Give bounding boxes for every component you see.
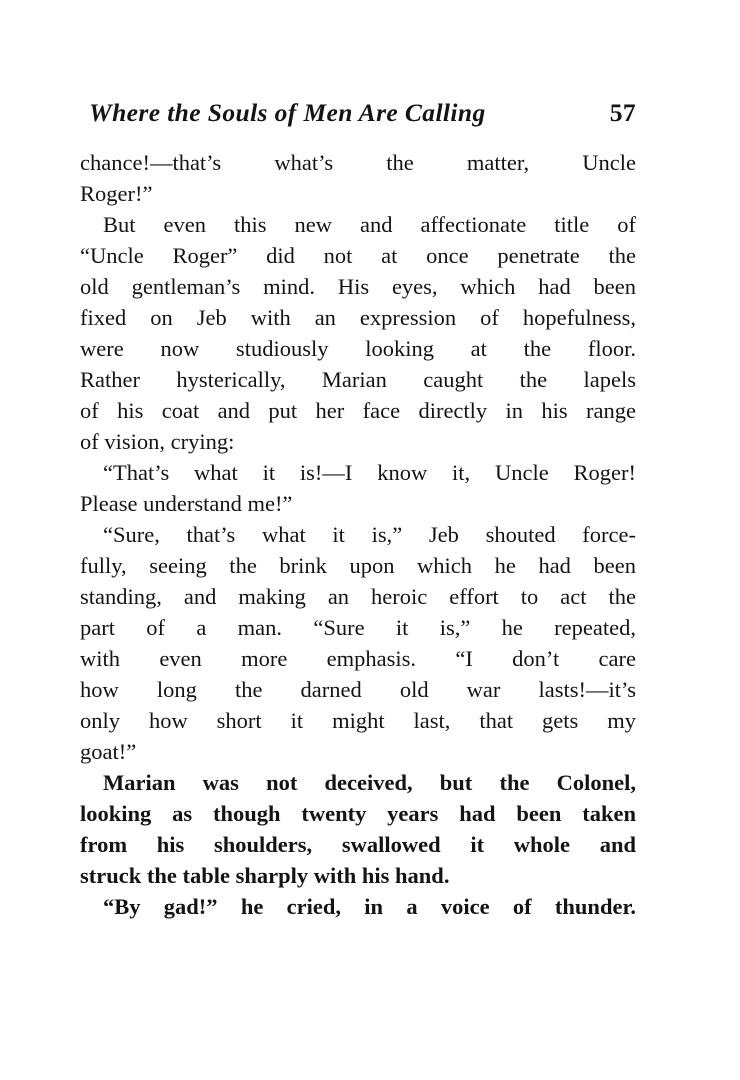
- text-line: only how short it might last, that gets my: [80, 708, 636, 733]
- text-line: “Uncle Roger” did not at once penetrate the: [80, 243, 636, 268]
- running-head: [80, 98, 636, 138]
- text-line: with even more emphasis. “I don’t care: [80, 646, 636, 671]
- page-number: 57: [609, 98, 636, 127]
- text-line: “Sure, that’s what it is,” Jeb shouted force-: [103, 522, 636, 547]
- body-text: [80, 147, 636, 922]
- text-line: standing, and making an heroic effort to act the: [80, 584, 636, 609]
- text-line: Marian was not deceived, but the Colonel,: [103, 770, 636, 795]
- text-line: struck the table sharply with his hand.: [80, 863, 450, 888]
- text-line: Rather hysterically, Marian caught the lapels: [80, 367, 636, 392]
- text-line: Please understand me!”: [80, 491, 293, 516]
- text-line: Roger!”: [80, 181, 153, 206]
- text-line: But even this new and affectionate title of: [103, 212, 636, 237]
- text-line: old gentleman’s mind. His eyes, which had been: [80, 274, 636, 299]
- text-line: were now studiously looking at the floor.: [80, 336, 636, 361]
- text-line: fixed on Jeb with an expression of hopefulness,: [80, 305, 636, 330]
- text-line: goat!”: [80, 739, 137, 764]
- text-line: how long the darned old war lasts!—it’s: [80, 677, 636, 702]
- text-line: looking as though twenty years had been taken: [80, 801, 636, 826]
- text-line: from his shoulders, swallowed it whole and: [80, 832, 636, 857]
- text-line: part of a man. “Sure it is,” he repeated,: [80, 615, 636, 640]
- text-line: chance!—that’s what’s the matter, Uncle: [80, 150, 636, 175]
- running-head-title: Where the Souls of Men Are Calling: [89, 98, 486, 127]
- text-line: of vision, crying:: [80, 429, 235, 454]
- text-line: of his coat and put her face directly in his range: [80, 398, 636, 423]
- text-line: “That’s what it is!—I know it, Uncle Roger!: [103, 460, 636, 485]
- text-line: “By gad!” he cried, in a voice of thunder.: [103, 894, 636, 919]
- text-line: fully, seeing the brink upon which he had been: [80, 553, 636, 578]
